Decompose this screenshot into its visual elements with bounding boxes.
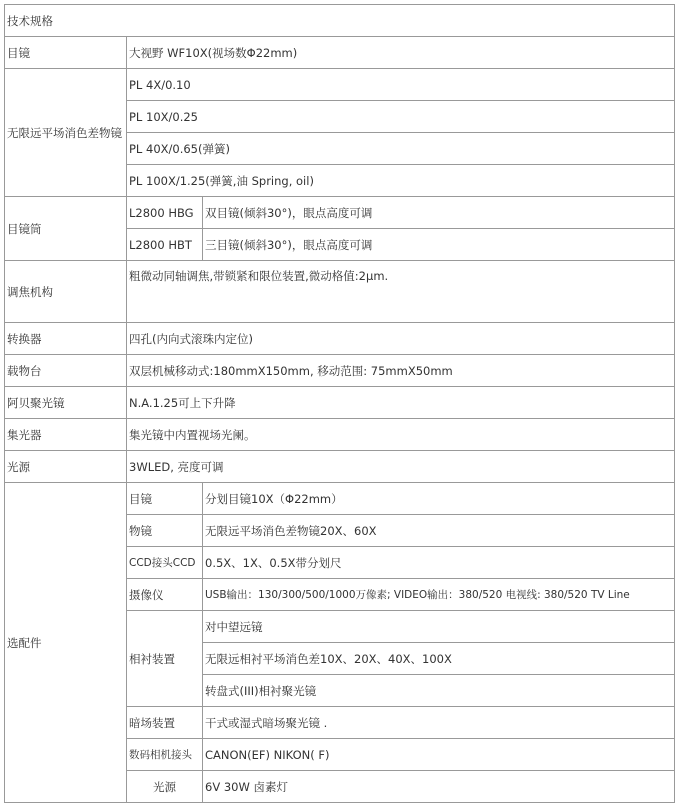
optional-label-phase: 相衬装置 [127,611,203,707]
phase-item: 无限远相衬平场消色差10X、20X、40X、100X [203,643,675,675]
optional-label-dslr: 数码相机接头 [127,739,203,771]
row-label-tube: 目镜筒 [5,197,127,261]
table-row [5,419,675,451]
optional-label-darkfield: 暗场装置 [127,707,203,739]
optional-value-darkfield: 干式或湿式暗场聚光镜 . [203,707,675,739]
row-label-focus: 调焦机构 [5,261,127,323]
row-label-eyepiece: 目镜 [5,37,127,69]
tube-model: L2800 HBG [127,197,203,229]
tube-model: L2800 HBT [127,229,203,261]
row-label-nosepiece: 转换器 [5,323,127,355]
row-value-abbe: N.A.1.25可上下升降 [127,387,675,419]
optional-value-objective: 无限远平场消色差物镜20X、60X [203,515,675,547]
phase-item: 转盘式(III)相衬聚光镜 [203,675,675,707]
optional-label-camera: 摄像仪 [127,579,203,611]
row-value-stage: 双层机械移动式:180mmX150mm, 移动范围: 75mmX50mm [127,355,675,387]
objective-item: PL 10X/0.25 [127,101,675,133]
row-label-condenser: 集光器 [5,419,127,451]
table-row [5,261,675,323]
row-value-focus: 粗微动同轴调焦,带锁紧和限位装置,微动格值:2μm. [127,261,675,323]
row-label-abbe: 阿贝聚光镜 [5,387,127,419]
row-label-stage: 载物台 [5,355,127,387]
table-row [5,69,675,101]
optional-label-ccd: CCD接头CCD [127,547,203,579]
table-row [5,483,675,515]
optional-value-eyepiece: 分划目镜10X（Φ22mm） [203,483,675,515]
optional-label-eyepiece: 目镜 [127,483,203,515]
row-label-optional: 选配件 [5,483,127,803]
table-row [5,197,675,229]
tube-desc: 双目镜(倾斜30°)，眼点高度可调 [203,197,675,229]
table-row [5,5,675,37]
table-row [5,323,675,355]
optional-value-dslr: CANON(EF) NIKON( F) [203,739,675,771]
spec-table [4,4,675,803]
row-value-nosepiece: 四孔(内向式滚珠内定位) [127,323,675,355]
row-value-eyepiece: 大视野 WF10X(视场数Φ22mm) [127,37,675,69]
objective-item: PL 100X/1.25(弹簧,油 Spring, oil) [127,165,675,197]
optional-value-ccd: 0.5X、1X、0.5X带分划尺 [203,547,675,579]
table-row [5,387,675,419]
table-row [5,37,675,69]
optional-label-objective: 物镜 [127,515,203,547]
row-value-light: 3WLED, 亮度可调 [127,451,675,483]
phase-item: 对中望远镜 [203,611,675,643]
table-row [5,451,675,483]
table-row [5,355,675,387]
objective-item: PL 4X/0.10 [127,69,675,101]
optional-label-light: 光源 [127,771,203,803]
optional-value-light: 6V 30W 卤素灯 [203,771,675,803]
row-label-light: 光源 [5,451,127,483]
objective-item: PL 40X/0.65(弹簧) [127,133,675,165]
tube-desc: 三目镜(倾斜30°)，眼点高度可调 [203,229,675,261]
row-label-objective: 无限远平场消色差物镜 [5,69,127,197]
optional-value-camera: USB输出：130/300/500/1000万像素; VIDEO输出：380/520 电视线: 380/520 TV Line [203,579,675,611]
row-value-condenser: 集光镜中内置视场光阑。 [127,419,675,451]
table-title: 技术规格 [5,5,675,37]
